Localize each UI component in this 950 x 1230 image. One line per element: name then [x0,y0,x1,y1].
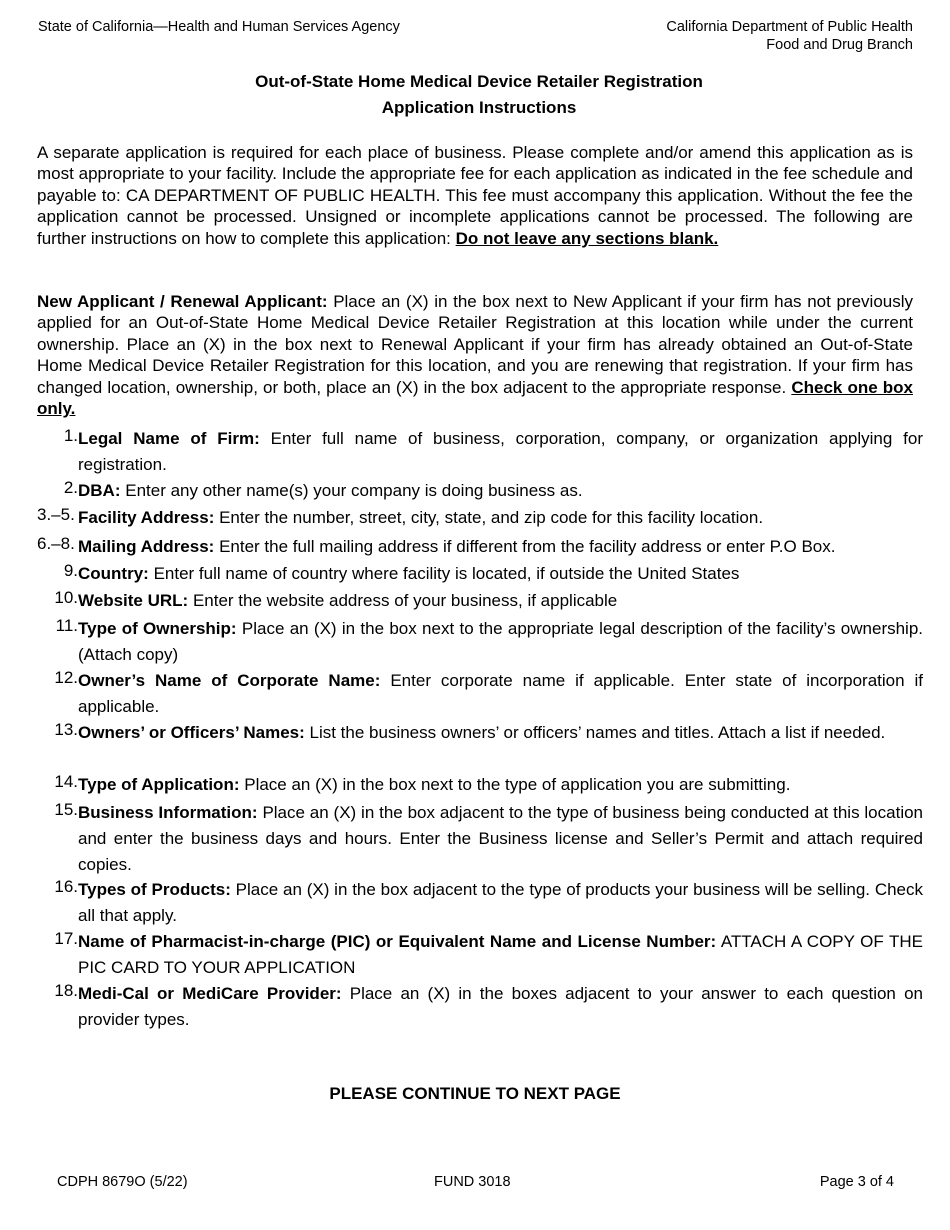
item-label: Legal Name of Firm: [78,429,260,448]
item-label: Type of Application: [78,775,240,794]
form-id: CDPH 8679O (5/22) [57,1174,188,1190]
item-number: 16. [54,877,78,896]
item-label: Owners’ or Officers’ Names: [78,723,305,742]
item-number: 10. [54,588,78,607]
item-text: Place an (X) in the box adjacent to the type of products your business will be selling. Check all that apply. [78,880,924,925]
continue-notice: PLEASE CONTINUE TO NEXT PAGE [329,1084,621,1103]
intro-paragraph [37,142,913,249]
item-text: List the business owners’ or officers’ names and titles. Attach a list if needed. [309,723,886,742]
item-text: Enter full name of business, corporation, company, or organization applying for registration. [78,429,923,474]
department-name: California Department of Public Health [666,19,913,35]
form-subtitle: Application Instructions [381,98,577,117]
branch-name: Food and Drug Branch [766,37,913,53]
item-label: Type of Ownership: [78,619,237,638]
item-number: 12. [54,668,78,687]
fund-code: FUND 3018 [434,1174,511,1190]
intro-text: A separate application is required for each place of business. Please complete and/or amend this application as is most appropriate to your facility. Include the appropriate fee for each application as indicated in the fee schedule and payable to: CA DEPARTMENT OF PUBLIC HEALTH. This fee must accompany this application. Without the fee the application cannot be processed. Unsigned or incomplete applications cannot be processed. The following are further instructions on how to complete this application: [37,143,913,248]
item-number: 1. [63,426,78,445]
item-text: Enter the website address of your business, if applicable [192,591,618,610]
item-text: Place an (X) in the box next to the appropriate legal description of the facility’s ownership. (Attach copy) [78,619,924,664]
item-label: Name of Pharmacist-in-charge (PIC) or Equivalent Name and License Number: [78,932,717,951]
item-number: 9. [63,561,78,580]
item-text: ATTACH A COPY OF THE PIC CARD TO YOUR APPLICATION [78,932,923,977]
page-number: Page 3 of 4 [819,1174,894,1190]
item-text: Place an (X) in the box adjacent to the type of business being conducted at this location and enter the business days and hours. Enter the Business license and Seller’s Permit and attach required copies. [78,803,923,874]
item-label: Business Information: [78,803,258,822]
item-text: Enter corporate name if applicable. Enter state of incorporation if applicable. [78,671,924,716]
intro-emphasis: Do not leave any sections blank. [455,228,719,248]
item-number: 2. [63,478,78,497]
item-text: Place an (X) in the boxes adjacent to your answer to each question on provider types. [78,984,923,1029]
item-text: Place an (X) in the box next to the type of application you are submitting. [244,775,791,794]
item-number: 6.–8. [37,534,75,553]
item-label: Facility Address: [78,508,215,527]
item-text: Enter full name of country where facility is located, if outside the United States [153,564,740,583]
item-text: Enter any other name(s) your company is doing business as. [125,481,583,500]
agency-header: State of California—Health and Human Services Agency [38,19,400,35]
department-header [666,18,913,54]
item-label: Types of Products: [78,880,231,899]
item-number: 15. [54,800,78,819]
item-text: Enter the full mailing address if different from the facility address or enter P.O Box. [219,537,836,556]
item-label: Medi-Cal or MediCare Provider: [78,984,342,1003]
item-label: DBA: [78,481,121,500]
applicant-label: New Applicant / Renewal Applicant: [37,292,328,311]
item-number: 17. [54,929,78,948]
form-title: Out-of-State Home Medical Device Retailer Registration [255,72,703,91]
item-number: 14. [54,772,78,791]
item-number: 3.–5. [37,505,75,524]
item-label: Mailing Address: [78,537,215,556]
item-number: 11. [55,616,78,635]
item-text: Enter the number, street, city, state, and zip code for this facility location. [219,508,764,527]
applicant-emphasis: Check one box only. [37,377,913,419]
applicant-paragraph [37,291,913,419]
item-label: Owner’s Name of Corporate Name: [78,671,381,690]
item-label: Country: [78,564,149,583]
applicant-text: Place an (X) in the box next to New Applicant if your firm has not previously applied for an Out-of-State Home Medical Device Retailer Registration at this location while under the current ownership. Place an (X) in the box next to Renewal Applicant if your firm has already obtained an Out-of-State Home Medical Device Retailer Registration for this location, and you are renewing that registration. If your firm has changed location, ownership, or both, place an (X) in the box adjacent to the appropriate response. [37,292,914,397]
item-number: 13. [54,720,78,739]
item-number: 18. [54,981,78,1000]
item-label: Website URL: [78,591,189,610]
